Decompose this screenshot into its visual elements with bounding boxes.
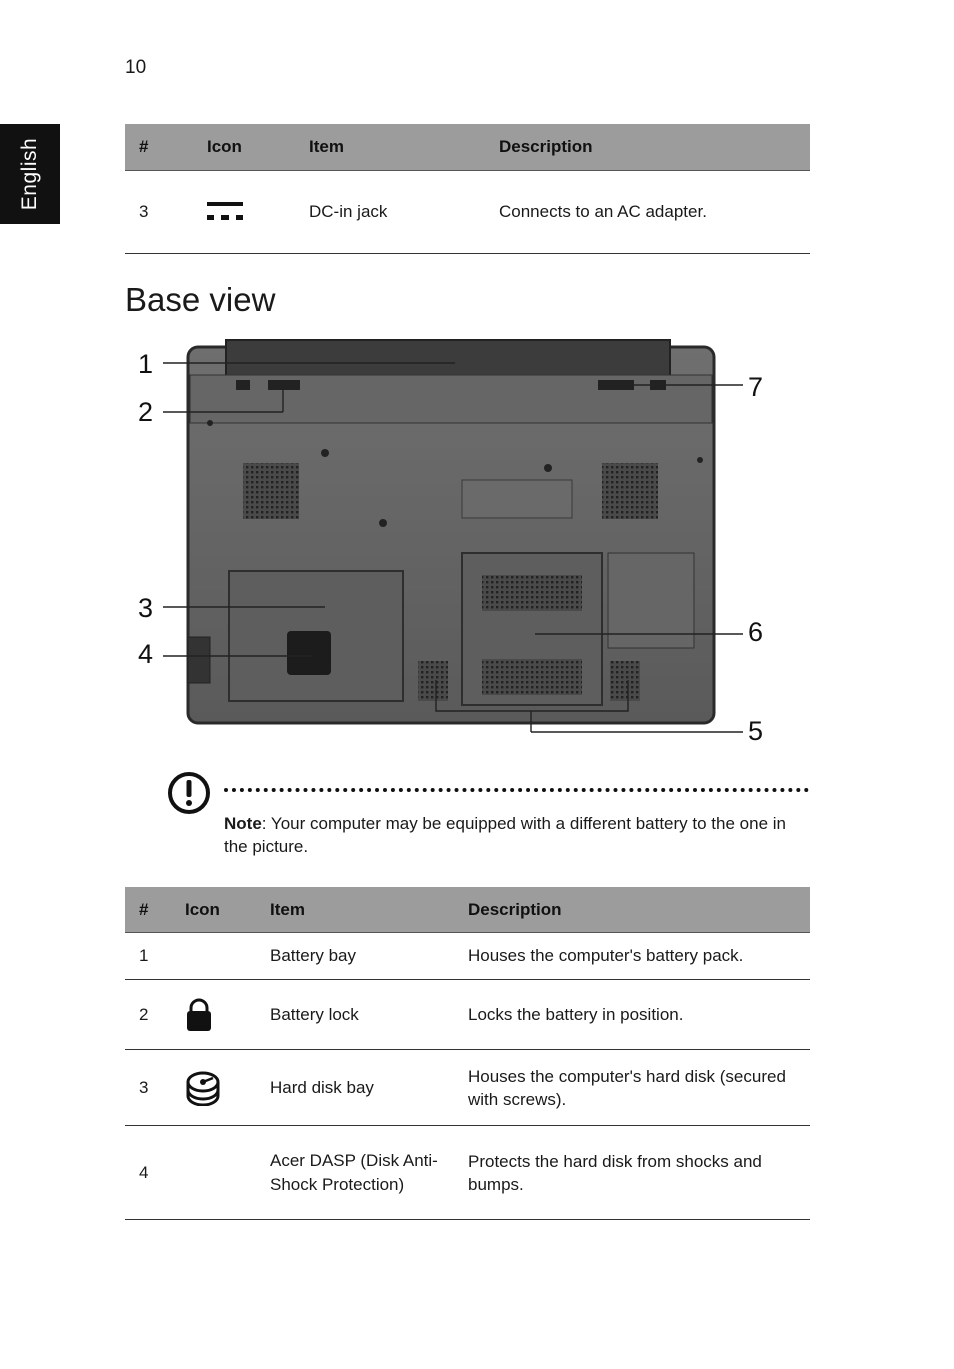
header-number: # bbox=[125, 887, 171, 933]
header-icon: Icon bbox=[171, 887, 256, 933]
header-item: Item bbox=[295, 124, 485, 171]
row-description: Protects the hard disk from shocks and bumps. bbox=[454, 1126, 810, 1220]
table-header-row bbox=[125, 887, 810, 933]
callout-1: 1 bbox=[138, 349, 154, 379]
row-number: 1 bbox=[125, 933, 171, 980]
callout-4: 4 bbox=[138, 639, 154, 669]
section-title: Base view bbox=[125, 281, 276, 318]
base-view-table bbox=[125, 887, 810, 1220]
callout-7: 7 bbox=[748, 372, 764, 402]
header-item: Item bbox=[256, 887, 454, 933]
row-description: Connects to an AC adapter. bbox=[485, 171, 810, 254]
note-body: : Your computer may be equipped with a different battery to the one in the picture. bbox=[224, 814, 786, 856]
header-icon: Icon bbox=[193, 124, 295, 171]
callout-6: 6 bbox=[748, 617, 764, 647]
note-divider bbox=[224, 788, 809, 792]
table-row bbox=[125, 980, 810, 1050]
language-tab-label: English bbox=[18, 137, 42, 211]
table-header-row bbox=[125, 124, 810, 171]
row-description: Houses the computer's battery pack. bbox=[454, 933, 810, 980]
table-row bbox=[125, 1126, 810, 1220]
row-item: DC-in jack bbox=[295, 171, 485, 254]
table-row bbox=[125, 933, 810, 980]
row-item: Hard disk bay bbox=[256, 1050, 454, 1126]
row-number: 2 bbox=[125, 980, 171, 1050]
note-text bbox=[224, 812, 804, 858]
header-description: Description bbox=[454, 887, 810, 933]
page-number: 10 bbox=[125, 57, 147, 78]
dc-in-icon bbox=[207, 200, 243, 224]
exclamation-circle-icon bbox=[166, 770, 212, 816]
row-description: Houses the computer's hard disk (secured with screws). bbox=[454, 1050, 810, 1126]
row-item bbox=[256, 1126, 454, 1220]
row-item: Battery lock bbox=[256, 980, 454, 1050]
header-description: Description bbox=[485, 124, 810, 171]
row-number: 3 bbox=[125, 171, 193, 254]
callout-3: 3 bbox=[138, 593, 154, 623]
language-tab bbox=[0, 124, 60, 224]
row-item-line-2: Shock Protection) bbox=[270, 1174, 405, 1194]
row-number: 4 bbox=[125, 1126, 171, 1220]
row-description: Locks the battery in position. bbox=[454, 980, 810, 1050]
laptop-base-view-figure bbox=[130, 335, 780, 755]
hard-disk-icon bbox=[185, 1070, 221, 1106]
note-label: Note bbox=[224, 814, 262, 833]
table-row bbox=[125, 1050, 810, 1126]
callout-5: 5 bbox=[748, 716, 764, 746]
dasp-sensor bbox=[287, 631, 331, 675]
row-item-line-1: Acer DASP (Disk Anti- bbox=[270, 1150, 438, 1170]
row-number: 3 bbox=[125, 1050, 171, 1126]
callout-2: 2 bbox=[138, 397, 154, 427]
battery-pack bbox=[226, 340, 670, 378]
header-number: # bbox=[125, 124, 193, 171]
lock-icon bbox=[185, 998, 213, 1032]
dc-in-table bbox=[125, 124, 810, 254]
row-item: Battery bay bbox=[256, 933, 454, 980]
table-row bbox=[125, 171, 810, 254]
note-box bbox=[166, 770, 811, 865]
